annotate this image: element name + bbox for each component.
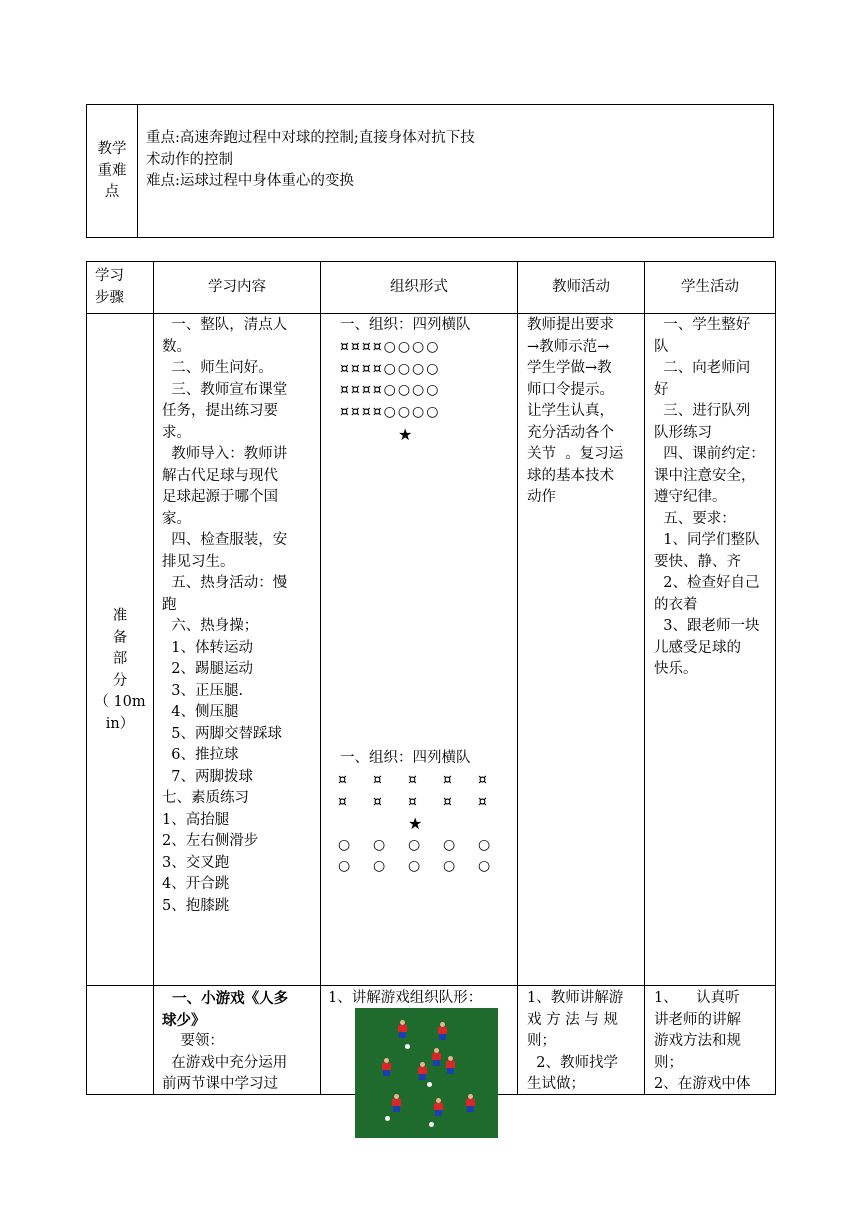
student-mark: ¤ — [478, 793, 487, 810]
ball-icon — [429, 1122, 434, 1127]
player-figure — [437, 1022, 447, 1040]
game-org-title: 1、讲解游戏组织队形： — [328, 990, 483, 1006]
ball-icon — [427, 1082, 432, 1087]
header-student: 学生活动 — [681, 279, 739, 295]
student-mark: ¤ — [443, 772, 452, 788]
student-mark: ○ — [408, 836, 421, 853]
student-mark: ○ — [373, 836, 386, 853]
game-student-activity: 1、 认真听 讲老师的讲解 游戏方法和规 则； 2、在游戏中体 — [654, 990, 751, 1092]
org1-formation — [340, 337, 441, 423]
prep-row-divider — [86, 985, 776, 986]
teacher-star-row — [338, 813, 498, 835]
student-mark: ¤ — [408, 772, 417, 788]
player-figure — [397, 1020, 407, 1038]
formation-row: ¤¤¤¤○○○○ — [340, 360, 441, 377]
student-mark: ○ — [373, 858, 386, 874]
student-mark: ¤ — [478, 772, 487, 788]
formation-row: ¤¤¤¤○○○○ — [340, 339, 441, 355]
org1-title: 一、组织：四列横队 — [340, 317, 471, 333]
player-figure — [465, 1094, 475, 1112]
formation-row — [338, 770, 498, 792]
ball-icon — [405, 1044, 410, 1049]
col-divider-2 — [320, 261, 321, 1095]
formation-row: ¤¤¤¤○○○○ — [340, 403, 441, 420]
student-mark: ¤ — [338, 793, 347, 810]
header-teacher: 教师活动 — [552, 279, 610, 295]
header-content: 学习内容 — [208, 279, 266, 295]
prep-step-label: 准 备 部 分 （ 10m in） — [94, 608, 146, 732]
header-row-divider — [86, 313, 776, 314]
student-mark: ○ — [478, 858, 491, 874]
student-mark: ¤ — [443, 793, 452, 810]
game-teacher-activity: 1、教师讲解游 戏 方 法 与 规 则； 2、教师找学 生试做； — [527, 990, 624, 1092]
student-mark: ¤ — [338, 772, 347, 788]
teacher-star-2: ★ — [408, 814, 423, 833]
student-mark: ¤ — [373, 793, 382, 810]
soccer-game-illustration — [355, 1008, 498, 1138]
student-mark: ○ — [443, 858, 456, 874]
col-divider-3 — [517, 261, 518, 1095]
header-organization: 组织形式 — [390, 279, 448, 295]
header-step: 学习 步骤 — [95, 268, 124, 306]
prep-content: 一、整队，清点人 数。 二、师生问好。 三、教师宣布课堂 任务，提出练习要 求。 教师导入：教师讲 解古代足球与现代 足球起源于哪个国 家。 四、检查服装，安 排见习生。 五、热身活动：慢 跑 六、热身操； 1、体转运动 2、踢腿运动 3、正压腿. 4、侧压腿 5、两脚交替踩球 6、推拉球 7、两脚拨球 七、素质练习 1、高抬腿 2、左右侧滑步 3、交叉跑 4、开合跳 5、抱膝跳 — [162, 317, 288, 914]
player-figure — [431, 1048, 441, 1066]
student-mark: ○ — [408, 858, 421, 874]
col-divider-1 — [153, 261, 154, 1095]
formation-row — [338, 835, 498, 857]
student-mark: ○ — [478, 836, 491, 853]
teacher-star-1: ★ — [398, 425, 413, 444]
player-figure — [433, 1098, 443, 1116]
student-mark: ○ — [338, 858, 351, 874]
col-divider-4 — [644, 261, 645, 1095]
student-mark: ○ — [443, 836, 456, 853]
student-mark: ¤ — [408, 793, 417, 810]
key-points-content: 重点:高速奔跑过程中对球的控制;直接身体对抗下技 术动作的控制 难点:运球过程中身体重心的变换 — [146, 130, 475, 189]
formation-row — [338, 856, 498, 878]
game-content-body: 要领： 在游戏中充分运用 前两节课中学习过 — [162, 1033, 288, 1092]
player-figure — [381, 1058, 391, 1076]
prep-teacher-activity: 教师提出要求 →教师示范→ 学生学做→教 师口令提示。 让学生认真， 充分活动各个 关节 。复习运 球的基本技术 动作 — [527, 317, 624, 505]
student-mark: ○ — [338, 836, 351, 853]
player-figure — [445, 1056, 455, 1074]
prep-student-activity: 一、学生整好 队 二、向老师问 好 三、进行队列 队形练习 四、课前约定： 课中注意安全， 遵守纪律。 五、要求： 1、同学们整队 要快、静、齐 2、检查好自己 的衣着 3、跟老师一块 儿感受足球的 快乐。 — [654, 317, 765, 677]
key-points-divider — [137, 104, 138, 238]
formation-row — [338, 792, 498, 814]
game-content-title: 一、小游戏《人多 球少》 — [162, 990, 289, 1029]
ball-icon — [385, 1116, 390, 1121]
org2-formation — [338, 770, 498, 878]
formation-row: ¤¤¤¤○○○○ — [340, 382, 441, 398]
student-mark: ¤ — [373, 772, 382, 788]
player-figure — [391, 1094, 401, 1112]
player-figure — [417, 1062, 427, 1080]
org2-title: 一、组织：四列横队 — [340, 750, 471, 766]
key-points-label: 教学 重难 点 — [97, 141, 127, 200]
